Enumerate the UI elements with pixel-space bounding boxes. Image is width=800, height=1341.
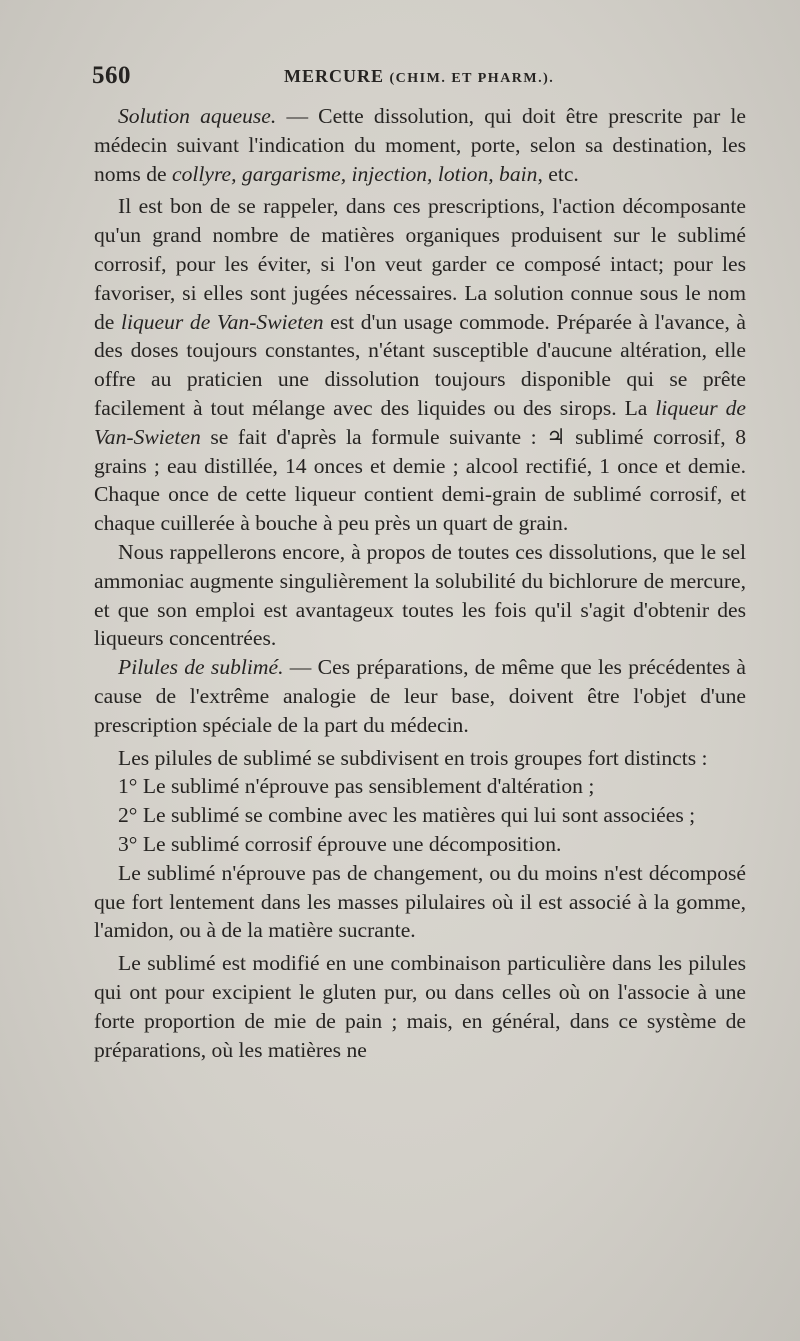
running-head-sub: (CHIM. ET PHARM.). xyxy=(389,71,555,86)
paragraph-solution-aqueuse xyxy=(94,102,746,188)
list-item: 3° Le sublimé corrosif éprouve une décomposition. xyxy=(118,831,562,856)
text-span: , etc. xyxy=(537,161,579,186)
paragraph-gomme: Le sublimé n'éprouve pas de changement, ou du moins n'est décomposé que fort lentement dans les masses pilulaires où il est associé à la gomme, l'amidon, ou à de la matière sucrante. xyxy=(94,860,746,943)
italic-span: liqueur de Van-Swieten xyxy=(94,395,746,449)
text-span: se fait d'après la formule suivante : ♃ sublimé corrosif, 8 grains ; eau distillée, 14 onces et demie ; alcool rectifié, 1 once et demie. Chaque once de cette liqueur contient demi-grain de sublimé corrosif, et chaque cuillerée à bouche à peu près un quart de grain. xyxy=(94,424,746,536)
italic-span: liqueur de Van-Swieten xyxy=(120,309,324,334)
paragraph-sel-ammoniac: Nous rappellerons encore, à propos de toutes ces dissolutions, que le sel ammoniac augmente singulièrement la solubilité du bichlorure de mercure, et que son emploi est avantageux toutes les fois qu'il s'agit d'obtenir des liqueurs concentrées. xyxy=(94,539,746,651)
paragraph-gluten: Le sublimé est modifié en une combinaison particulière dans les pilules qui ont pour excipient le gluten pur, ou dans celles où on l'associe à une forte proportion de mie de pain ; mais, en général, dans ce système de préparations, où les matières ne xyxy=(94,951,746,1062)
text-span: Il est bon de se rappeler, dans ces prescriptions, l'action décomposante qu'un grand nombre de matières organiques produisent sur le sublimé corrosif, pour les éviter, si l'on veut garder ce composé intact; pour les favoriser, si elles sont jugées nécessaires. La solution connue sous le nom de xyxy=(94,194,746,334)
italic-span: collyre, gargarisme, injection, lotion, bain xyxy=(171,161,538,186)
section-title-solution-aqueuse: Solution aqueuse. xyxy=(118,104,277,128)
paragraph-subdivisions: Les pilules de sublimé se subdivisent en trois groupes fort distincts : xyxy=(118,745,708,770)
paragraph-pilules-de-sublime xyxy=(94,653,746,739)
text-span: — Ces préparations, de même que les précédentes à cause de l'extrême analogie de leur base, doivent être l'objet d'une prescription spéciale de la part du médecin. xyxy=(94,655,746,737)
list-item: 2° Le sublimé se combine avec les matières qui lui sont associées ; xyxy=(118,803,696,828)
text-span: est d'un usage commode. Préparée à l'avance, à des doses toujours constantes, n'étant susceptible d'aucune altération, elle offre au praticien une dissolution toujours disponible qui se prête facilement à tout mélange avec des liquides ou des sirops. La xyxy=(94,309,746,420)
page-number: 560 xyxy=(92,62,131,89)
text-span: — Cette dissolution, qui doit être prescrite par le médecin suivant l'indication du moment, porte, selon sa destination, les noms de xyxy=(94,104,746,186)
page-header xyxy=(92,62,752,96)
paragraph-van-swieten xyxy=(94,192,746,538)
running-head xyxy=(284,66,554,87)
section-title-pilules: Pilules de sublimé. xyxy=(118,655,284,680)
body-text xyxy=(94,102,746,1064)
list-item: 1° Le sublimé n'éprouve pas sensiblement d'altération ; xyxy=(118,774,595,799)
running-head-main: MERCURE xyxy=(284,66,384,86)
